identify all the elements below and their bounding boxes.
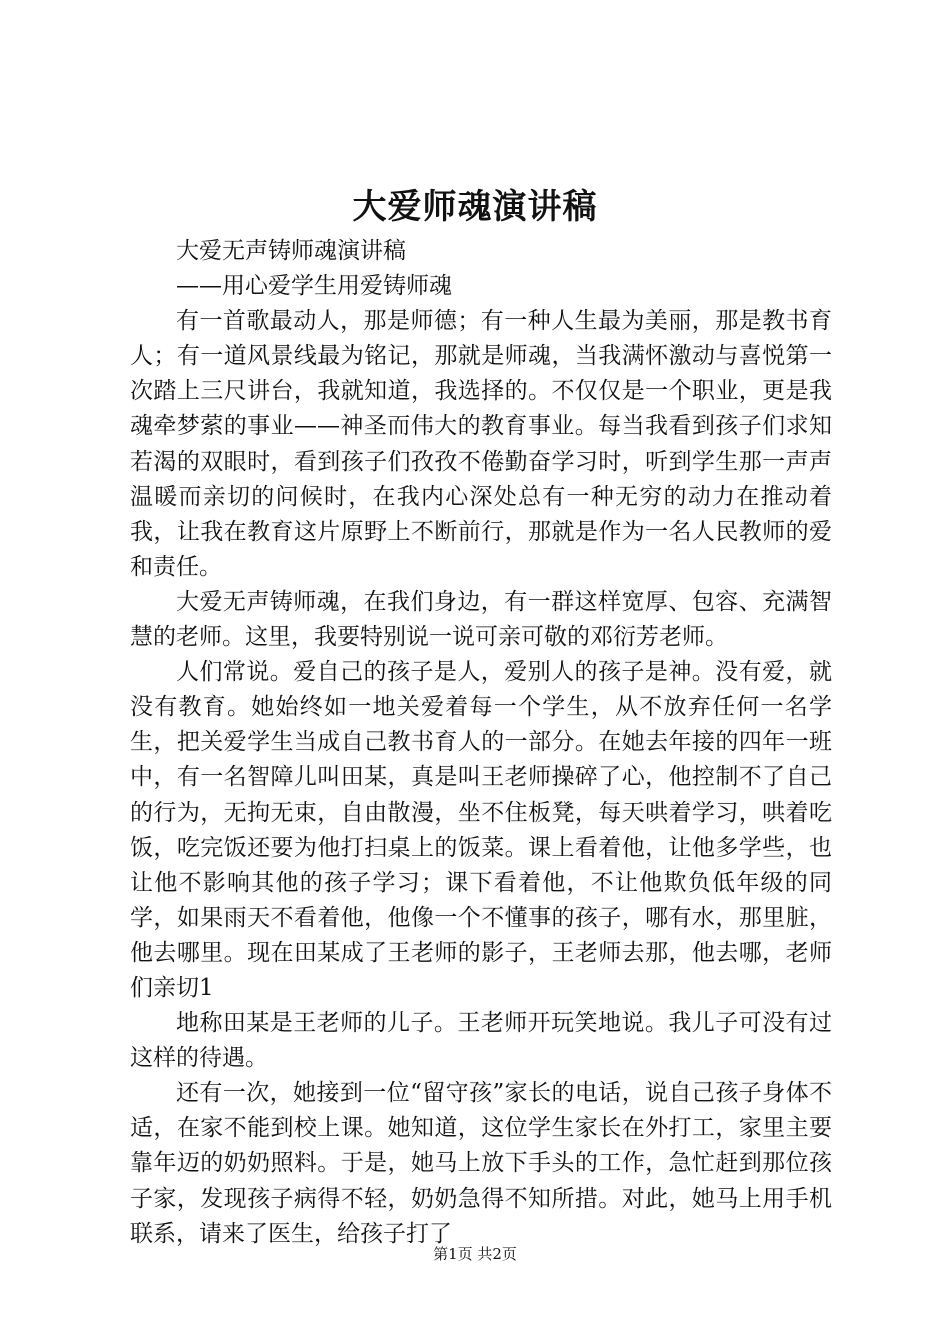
- paragraph-2: 大爱无声铸师魂，在我们身边，有一群这样宽厚、包容、充满智慧的老师。这里，我要特别说一说可亲可敬的邓衍芳老师。: [130, 588, 832, 651]
- subtitle: 大爱无声铸师魂演讲稿: [176, 238, 406, 264]
- paragraph-4: 地称田某是王老师的儿子。王老师开玩笑地说。我儿子可没有过这样的待遇。: [130, 1010, 832, 1072]
- paragraph-3: 人们常说。爱自己的孩子是人，爱别人的孩子是神。没有爱，就没有教育。她始终如一地关爱着每一个学生，从不放弃任何一名学生，把关爱学生当成自己教书育人的一部分。在她去年接的四年一班中，有一名智障儿叫田某，真是叫王老师操碎了心，他控制不了自己的行为，无拘无束，自由散漫，坐不住板凳，每天哄着学习，哄着吃饭，吃完饭还要为他打扫桌上的饭菜。课上看着他，让他多学些，也让他不影响其他的孩子学习；课下看着他，不让他欺负低年级的同学，如果雨天不看着他，他像一个不懂事的孩子，哪有水，那里脏，他去哪里。现在田某成了王老师的影子，王老师去那，他去哪，老师们亲切1: [130, 659, 832, 1001]
- paragraph-5: 还有一次，她接到一位“留守孩”家长的电话，说自己孩子身体不适，在家不能到校上课。她知道，这位学生家长在外打工，家里主要靠年迈的奶奶照料。于是，她马上放下手头的工作，急忙赶到那位孩子家，发现孩子病得不轻，奶奶急得不知所措。对此，她马上用手机联系，请来了医生，给孩子打了: [130, 1080, 832, 1247]
- document-title: 大爱师魂演讲稿: [352, 187, 598, 227]
- document-body: [130, 234, 832, 1252]
- page-footer: 第1页 共2页: [433, 1245, 517, 1263]
- paragraph-1: 有一首歌最动人，那是师德；有一种人生最为美丽，那是教书育人；有一道风景线最为铭记，那就是师魂，当我满怀激动与喜悦第一次踏上三尺讲台，我就知道，我选择的。不仅仅是一个职业，更是我魂牵梦萦的事业——神圣而伟大的教育事业。每当我看到孩子们求知若渴的双眼时，看到孩子们孜孜不倦勤奋学习时，听到学生那一声声温暖而亲切的问候时，在我内心深处总有一种无穷的动力在推动着我，让我在教育这片原野上不断前行，那就是作为一名人民教师的爱和责任。: [130, 308, 832, 580]
- tagline: ——用心爱学生用爱铸师魂: [176, 273, 452, 300]
